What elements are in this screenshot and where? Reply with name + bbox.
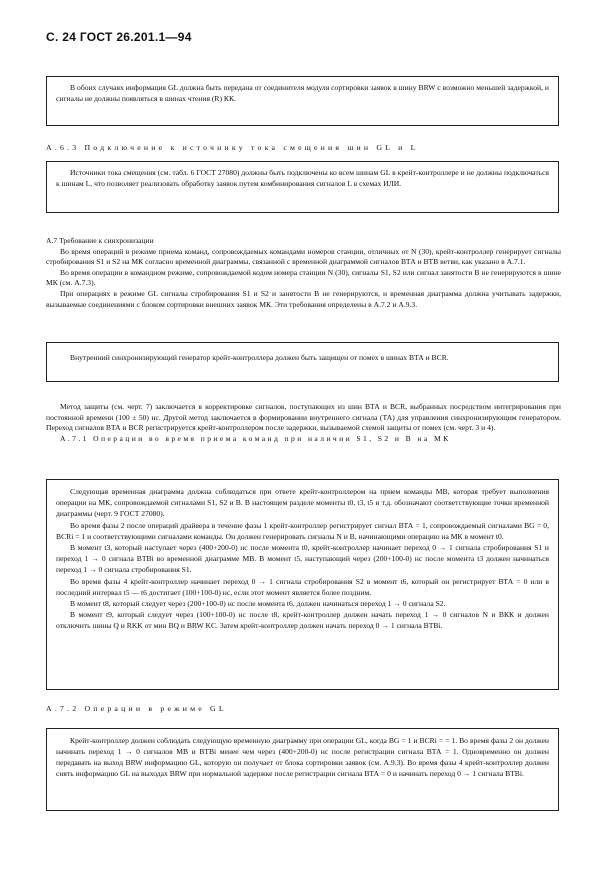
section-title-a72: А.7.2 Операции в режиме GL <box>46 704 227 713</box>
section-a7 <box>46 236 561 310</box>
box-text: В обоих случаях информация GL должна быть передана от соединителя модуля сортировки заявок в шину BRW с возможно меньшей задержкой, и сигналы не должны появляться в шинах чтения (R) КК. <box>56 83 549 103</box>
paragraph: Следующая временная диаграмма должна соблюдаться при ответе крейт-контроллером на прием команды MB, которая требует выполнения операции на МК, сопровождаемой сигналами S1, S2 и В. В настоящем разделе моменты t0, t3, t5 и т.д. обозначают соответствующие точки временной диаграммы (черт. 9 ГОСТ 27080). <box>56 487 549 519</box>
paragraph: Во время фазы 4 крейт-контроллер начинает переход 0 → 1 сигнала стробирования S2 в момент t6, который он регистрирует ВТА = 0 или в последний интервал t5 — t6 достигает (100+100-0) нс, если этот момент является более поздним. <box>56 576 549 597</box>
paragraph: Во время операции в командном режиме, сопровождаемой кодом номера станции N (30), сигналы S1, S2 или сигнал занятости В не генерируются в шине МК (см. А.7.3). <box>46 267 561 288</box>
method-paragraph <box>46 402 561 444</box>
box-text: Крейт-контроллер должен соблюдать следующую временную диаграмму при операции GL, когда BG = 1 и BCRi = = 1. Во время фазы 2 он должен начинать переход 1 → 0 сигналов МВ и BTBi менее чем через (400+200-0) нс после регистрации сигнала ВТА = 1. Одновременно он должен передавать на выход BRW информацию GL, которую он получает от блока сортировки заявок (см. А.9.3). Во время фазы 4 крейт-контроллер должен снять информацию GL на выходах BRW при нормальной задержке после регистрации сигнала ВТА = 0 и начинать переход 0 → 1 сигнала BTBi. <box>56 736 549 778</box>
paragraph: Во время фазы 2 после операций драйвера в течение фазы 1 крейт-контроллер регистрирует сигнал ВТА = 1, сопровождаемый сигналами BG = 0, BCRi = 1 и соответствующими сигналами команды. Он должен генерировать сигналы N и В, начинающими операцию на МК в момент t0. <box>56 520 549 541</box>
note-box-brw <box>46 76 559 126</box>
paragraph: При операциях в режиме GL сигналы стробирования S1 и S2 и занятости В не генерируются, и временная диаграмма должна учитывать задержки, вызываемые соединениями с блоком сортировки внешних заявок МК. Эти требования определены в А.7.2 и А.9.3. <box>46 288 561 309</box>
paragraph: В момент t9, который следует через (100+100-0) нс после t8, крейт-контроллер должен начать переход 1 → 0 сигналов N и ВКК и должен отключить шины Q и RKK от мин BQ и BRW KC. Затем крейт-контроллер должен начать переход 0 → 1 сигнала BTBi. <box>56 610 549 631</box>
box-text: Источники тока смещения (см. табл. 6 ГОСТ 27080) должны быть подключены ко всем шинам GL в крейт-контроллере и не должны подключаться к шинам L, что позволяет реализовать обработку заявок путем комбинирования сигналов L в схемах ИЛИ. <box>56 168 549 188</box>
page-header: С. 24 ГОСТ 26.201.1—94 <box>46 30 192 44</box>
paragraph: В момент t3, который наступает через (400+200-0) нс после момента t0, крейт-контроллер начинает переход 0 → 1 сигнала стробирования S1 и переход 1 → 0 сигнала BTBi во временной диаграмме МВ. В момент t5, наступающий через (200+100-0) нс после момента t3 должен начинаться переход 1 → 0 сигнала стробирования S1. <box>56 543 549 575</box>
section-title-a71: А.7.1 Операции во время приема команд при наличии S1, S2 и В на МК <box>60 433 451 443</box>
section-title-a63: А.6.3 Подключение к источнику тока смещения шин GL и L <box>46 143 419 152</box>
paragraph: В момент t8, который следует через (200+100-0) нс после момента t6, должен начинаться переход 1 → 0 сигнала S2. <box>70 599 446 609</box>
note-box-bias-current <box>46 161 559 213</box>
note-box-generator <box>46 342 559 382</box>
section-title-a7: А.7 Требование к синхронизации <box>46 236 154 245</box>
paragraph: Во время операций в режиме приема команд, сопровождаемых командами номеров станции, отличных от N (30), крейт-контроллер генерирует сигналы стробирования S1 и S2 на МК согласно временной диаграммы, связанной с временной диаграммой сигналов ВТА и ВТВ ветви, как указано в А.7.1. <box>46 246 561 267</box>
paragraph: Метод защиты (см. черт. 7) заключается в корректировке сигналов, поступающих из шин ВТА и BCR, выбранных посредством интегрирования при постоянной времени (100 ± 50) нс. Другой метод заключается в формировании внутреннего сигнала (ТА) для управления синхронизирующим генератором. Переход сигналов ВТА и BCR регистрируется крейт-контроллером после задержки, вызываемой схемой защиты от помех (см. черт. 3 и 4). <box>46 402 561 433</box>
note-box-gl-mode <box>46 728 559 811</box>
box-text: Внутренний синхронизирующий генератор крейт-контроллера должен быть защищен от помех в шинах ВТА и BCR. <box>70 353 449 362</box>
note-box-timing <box>46 479 559 690</box>
